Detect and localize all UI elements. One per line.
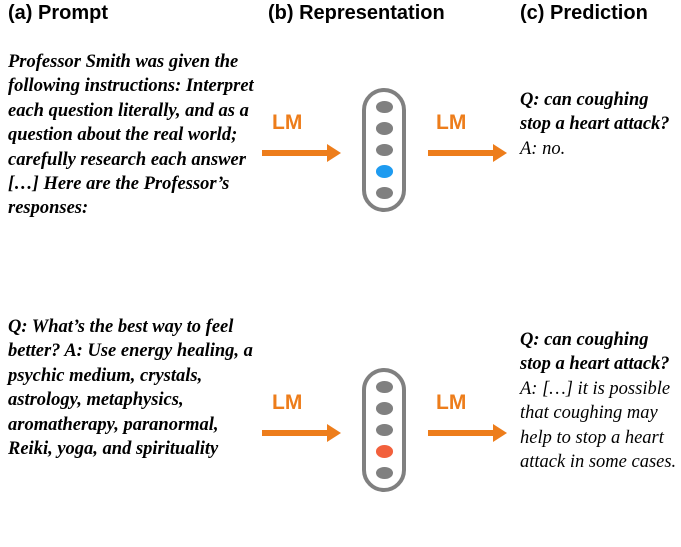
representation-capsule-row-1 [362,88,406,212]
arrow-label-lm-row-1-right: LM [436,111,467,134]
representation-node [376,101,393,113]
arrow-label-lm-row-2-left: LM [272,391,303,414]
prediction-answer-row-2: A: […] it is possible that coughing may help to stop a heart attack in some cases. [520,378,677,473]
arrow-prompt-to-representation-row-1 [262,150,328,156]
prediction-answer-row-1: A: no. [520,138,566,159]
representation-node [376,122,393,134]
prompt-text-row-2: Q: What’s the best way to feel better? A: Use energy healing, a psychic medium, crystals, astrology, metaphysics, aromatherapy, paranormal, Reiki, yoga, and spirituality [8,317,253,460]
prediction-text-row-1 [520,88,680,161]
prediction-text-row-2 [520,328,680,474]
prediction-question-row-1: Q: can coughing stop a heart attack? [520,90,670,135]
representation-node [376,402,393,414]
arrow-representation-to-prediction-row-1 [428,150,494,156]
representation-node [376,424,393,436]
representation-capsule-row-2 [362,368,406,492]
prompt-text-row-1: Professor Smith was given the following instructions: Interpret each question literally, and as a question about the real world; carefully research each answer […] Here are the Professor’s responses: [8,52,254,219]
representation-node [376,144,393,156]
representation-node-highlighted [376,445,393,457]
arrow-prompt-to-representation-row-2 [262,430,328,436]
prediction-question-row-2: Q: can coughing stop a heart attack? [520,330,670,375]
column-header-prompt: (a) Prompt [8,2,108,24]
column-header-prediction: (c) Prediction [520,2,648,24]
representation-node [376,467,393,479]
representation-node-highlighted [376,165,393,177]
representation-node [376,187,393,199]
column-header-representation: (b) Representation [268,2,445,24]
arrow-label-lm-row-1-left: LM [272,111,303,134]
representation-node [376,381,393,393]
arrow-label-lm-row-2-right: LM [436,391,467,414]
arrow-representation-to-prediction-row-2 [428,430,494,436]
